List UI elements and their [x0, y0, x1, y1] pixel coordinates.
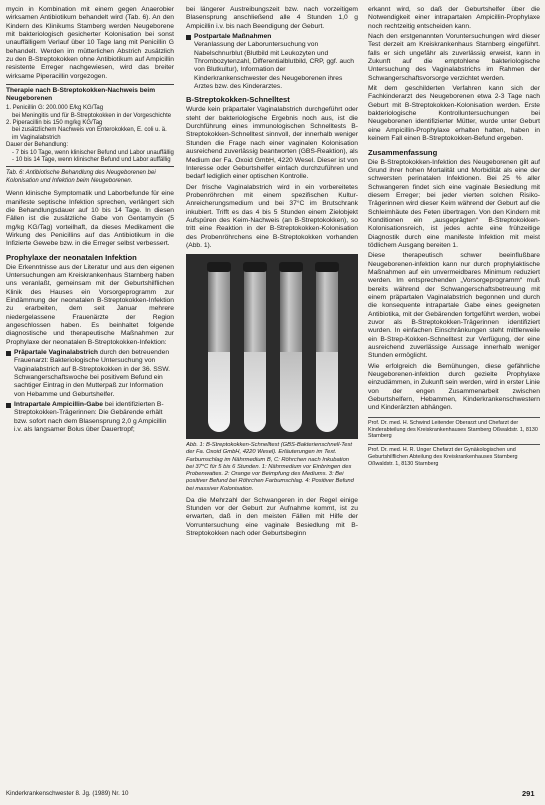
box-line: - 10 bis 14 Tage, wenn klinischer Befund und Labor auffällig [12, 156, 171, 163]
section-heading: B-Streptokokken-Schnelltest [186, 95, 290, 105]
paragraph: mycin in Kombination mit einem gegen Anaerobier wirksamen Antibiotikum behandelt wird (Tab. 6). An den Kindern des Klinikums Stamberg werden Neugeborene mit bakteriologisch gesicherter Kolonisation bei sonst unauffälligem Verlauf über 10 Tage lang mit Penicillin G behandelt. Werden im mütterlichen Abstrich zusätzlich zu den B-Streptokokken ohne Antibiotikum auf Ampicillin resistente Erreger nachgewiesen, wird das breiter wirksame Piperacillin vorgezogen. [6, 6, 174, 80]
therapy-box [6, 84, 174, 167]
paragraph: Die Erkenntnisse aus der Literatur und aus den eigenen Untersuchungen am Kreiskrankenhaus Starnberg haben uns veranlaßt, gemeinsam mit der Geburtshilflichen Klinik des Hauses ein Vorsorgeprogramm zur Eindämmung der neonatalen B-Streptokokken-Infektion zu erarbeiten, dem seit Januar mehrere niedergelassene Frauenärzte der Region angeschlossen haben. Es beinhaltet folgende diagnostische und therapeutische Maßnahmen zur Prophylaxe der neonatalen B-Streptokokken-Infektion: [6, 263, 174, 346]
bullet-text: bei identifizierten B-Streptokokken-Trägerinnen: Die Gebärende erhält bzw. sofort nach dem Blasensprung 2,0 g Ampicillin i.v. als langsamer Bolus über Dauertropf; [14, 401, 167, 434]
bullet-text: Veranlassung der Laboruntersuchung von Nabelschnurblut (Blutbild mit Leukozyten und Thrombozytenzahl, Differentialblutbild, CRP, ggf. auch von Blutkultur), Information der Kinderkrankenschwester des Neugeborenen ihres Arztes bzw. des Kinderarztes. [194, 41, 354, 91]
bullet-title: Intrapartale Ampicillin-Gabe [14, 401, 103, 409]
paragraph: Der frische Vaginalabstrich wird in ein vorbereitetes Probenröhrchen mit einem spezifischen Kultur-Anreicherungsmedium und bei 37°C im Brutschrank inkubiert. Trifft es das 4 bis 5 Stunden einem Zielobjekt Aufspüren des Keim-Nachweis (an B-Streptokokken), so tritt eine Reaktion in der B-Streptokokken-Kolonisation des Probenröhrchens eine B-Streptokokken vorhanden (Abb. 1). [186, 183, 358, 249]
test-tube [208, 262, 230, 432]
table-caption: Tab. 6: Antibiotische Behandlung des Neugeborenen bei Kolonisation und Infektion beim Neugeborenen. [6, 170, 156, 184]
paragraph: bei längerer Austreibungszeit bzw. nach vorzeitigem Blasensprung anschließend alle 4 Stunden 1,0 g Ampicillin i.v. bis nach Beendigung der Geburt. [186, 6, 358, 30]
column-middle [186, 6, 358, 781]
box-line: 2. Piperacillin bis 150 mg/kg KG/Tag [6, 119, 103, 126]
bullet-square-icon [186, 35, 191, 40]
paragraph: Die B-Streptokokken-Infektion des Neugeborenen gilt auf Grund ihrer hohen Mortalität und Morbidität als eine der schwersten perinatalen Infektionen. Bei 25 % aller Schwangeren findet sich eine vaginale Besiedlung mit diesem Erreger; bei jeder vierten solchen Risiko-Trägerinnen wird dieser Keim während der Geburt auf die Schleimhäute des Feten übertragen. Von den Kindern mit Konditionen ein „ausgeprägten“ B-Streptokokken-Kolonisationsreich, ist jedes achte eine frühzeitige Diagnostik durch eine manifeste Infektion mit meist tödlichem Ausgang bereiten 1. [368, 158, 540, 249]
test-tube [244, 262, 266, 432]
test-tube [316, 262, 338, 432]
paragraph: Wurde kein präpartaler Vaginalabstrich durchgeführt oder steht der bakteriologische Ergebnis noch aus, ist die Durchführung eines immunologischen Schnelltests B-Streptokokken-Schnelltest sinnvoll, der innerhalb weniger Stunden die Frage nach einer vaginalen Kolonisation ausreichend zuverlässig beantworten (GBS-Reaktion), als Medium der Fa. Oxoid GmbH, 4220 Wesel. Dieser ist von Interesse oder Geburtshelfer einfach durchzuführen und bedarf lediglich einer optischen Kontrolle. [186, 106, 358, 181]
paragraph: erkannt wird, so daß der Geburtshelfer über die Notwendigkeit einer intrapartalen Ampicillin-Prophylaxe noch rechtzeitig entscheiden kann. [368, 6, 540, 30]
column-left [6, 6, 174, 781]
bullet-square-icon [6, 403, 11, 408]
bullet-text: durch den betreuenden Frauenarzt: Bakteriologische Untersuchung von Vaginalabstrich auf B-Streptokokken in der 36. SSW. Schwangerschaftswoche bei positivem Befund ein sachtiger Eintrag in den Mutterpaß zur Information von Hebamme und Geburtshelfer. [14, 349, 170, 398]
box-line: bei Meningitis und für B-Streptokokken in der Vorgeschichte [12, 112, 172, 119]
paragraph: Wenn klinische Symptomatik und Laborbefunde für eine manifeste septische Infektion sprechen, verlängert sich die Behandlungsdauer auf 10 bis 14 Tage. In diesen Fällen ist die zusätzliche Gabe von Gentamycin (5 mg/kg KG/Tag) vorteilhaft, da dieses Medikament die Wirkung des Penicillins auf das Antibiotikum in die Infizierte Gewebe bzw. in die Erreger selbst verbessert. [6, 190, 174, 248]
section-heading: Zusammenfassung [368, 147, 438, 157]
bullet-item [6, 401, 174, 434]
journal-footer: Kinderkrankenschwester 8. Jg. (1989) Nr. 10 [6, 790, 129, 797]
paragraph: Diese therapeutisch schwer beeinflußbare Neugeborenen-infektion kann nur durch prophylaktische Maßnahmen auf ein unvermeidbares Minimum reduziert werden. Im entsprechenden „Vorsorgeprogramm“ muß bereits während der Schwangerschaftsbetreuung mit einem präpartalen Vaginalabstrich begonnen und durch die konsequente intrapartale Gabe eines geeigneten Antibiotika, mit der Gebärenden fortgeführt werden, wobei zuvor als B-Streptokokken-Trägerinnen identifiziert wurden. In einfachen Einschränkungen steht mittlerweile ein B-Strep-Kokken-Schnelltest zur Verfügung, der eine ausreichend zuverlässige Aussage innerhalb weniger Stunden ermöglicht. [368, 252, 540, 360]
box-line: - 7 bis 10 Tage, wenn klinischer Befund und Labor unauffällig [12, 149, 174, 156]
bullet-square-icon [6, 351, 11, 356]
box-title: Therapie nach B-Streptokokken-Nachweis beim Neugeborenen [6, 87, 156, 103]
author-address: Prof. Dr. med. H. Schwind Leitender Oberarzt und Chefarzt der Kinderabteilung des Kreiskrankenhauses Starnberg Oßwaldstr. 1, 8130 Starnberg [368, 417, 540, 440]
paragraph: Mit dem geschilderten Verfahren kann sich der Fachkinderarzt des Neugeborenen etwa 2-3 Tage nach Geburt mit B-Streptokokken-Kolonisation werden. Erste bakteriologische Kontrolluntersuchungen bei Neugeborenen identifizierter Mütter, wurde unter Geburt eine Ampicillin-Prophylaxe erhalten hatten, haben in keinem Fall einen B-Streptokokken-Befund ergeben. [368, 85, 540, 143]
figure-caption: Abb. 1: B-Streptokokken-Schnelltest (GBS-Bakterienschnell-Test der Fa. Oxoid GmbH, 4220 Wesel). Erläuterungen im Text. Farbumschlag im Nährmedium B, C: Röhrchen nach Inkubation bei 37°C für 5 bis 6 Stunden. 1: Nährmedium vor Einbringen des Probenwattes. 2: Orange vor Beimpfung des Mediums. 3: Bei positiver Befund bei Röhrchen Farbumschlag. 4: Positiver Befund bei massiver Kolonisation. [186, 442, 354, 492]
bullet-item [6, 349, 174, 399]
paragraph: Wie erfolgreich die Bemühungen, diese gefährliche Neugeborenen-infektion durch gezielte Prophylaxe einzudämmen, in Zukunft sein werden, wird in erster Linie von der engen Zusammenarbeit zwischen Geburtshelfern, Hebammen, Kinderkrankenschwestern und Kinderärzten abhängen. [368, 362, 540, 412]
author-address: Prof. Dr. med. H. R. Unger Chefarzt der Gynäkologischen und Geburtshilflichen Abteilung des Kreiskrankenhauses Starnberg Oßwaldstr. 1, 8130 Starnberg [368, 444, 540, 467]
paragraph: Da die Mehrzahl der Schwangeren in der Regel einige Stunden vor der Geburt zur Aufnahme kommt, ist zu erwarten, daß in den meisten Fällen mit Hilfe der Vorruntersuchung eine vaginale Besiedlung mit B-Streptokokken nach oder Geburtsbeginn [186, 496, 358, 538]
box-line: bei zusätzlichem Nachweis von Enterokokken, E. coli u. ä. im Vaginalabstrich [12, 127, 167, 141]
box-line: 1. Penicillin G: 200.000 E/kg KG/Tag [6, 105, 104, 112]
bullet-item [186, 33, 358, 91]
section-heading: Prophylaxe der neonatalen Infektion [6, 252, 137, 262]
bullet-title: Postpartale Maßnahmen [194, 33, 272, 41]
page-number: 291 [522, 789, 535, 798]
bullet-title: Präpartale Vaginalabstrich [14, 349, 99, 356]
box-line: Dauer der Behandlung: [6, 142, 69, 149]
test-tubes-photo [186, 254, 358, 439]
column-right [368, 6, 540, 781]
paragraph: Nach den erstgenannten Voruntersuchungen wird dieser Test derzeit am Kreiskrankenhaus Starnberg eingeführt. falls er sich ungefähr als zuverlässig erweist, kann in Zukunft auf die emptohlene bakteriologische Untersuchung des Vaginalabstrichs im Rahmen der Schwangerschaftsvorsorge verzichtet werden. [368, 33, 540, 82]
test-tube [280, 262, 302, 432]
